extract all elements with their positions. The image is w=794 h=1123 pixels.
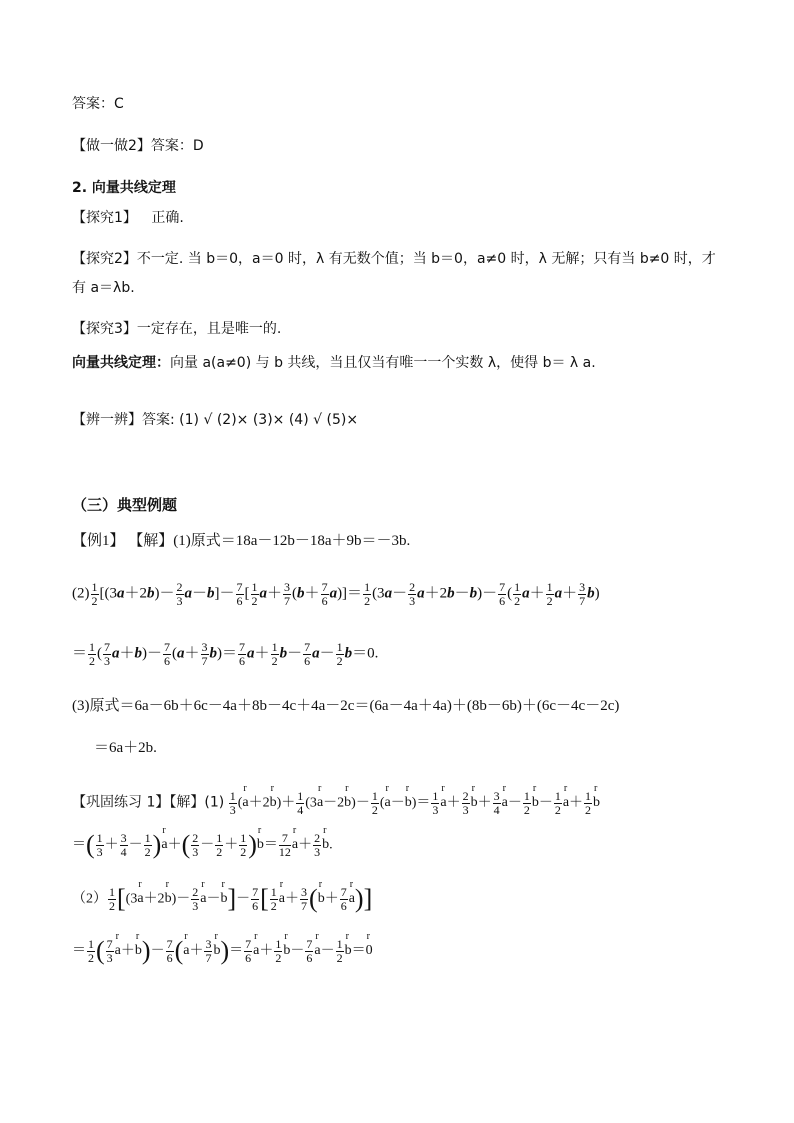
section-heading-collinear: 2. 向量共线定理 xyxy=(72,180,176,196)
example-1-part3-line2: ＝6a＋2b. xyxy=(94,740,157,756)
example-1-part2-line2: ＝ $\frac{1}{2}$ ( $\frac{7}{3}$ a＋b)－ $\frac{7}{6}$ (a＋ $\frac{3}{7}$ b)＝ $\frac{7}{6}$ a＋ $\frac{1}{2}$ b－ $\frac{7}{6}$ a－ $\frac{1}{2}$ b＝0. xyxy=(72,640,379,668)
practice-1-label: 【巩固练习 1】【解】(1) xyxy=(72,794,225,811)
tanjiu-1-label: 【探究1】 xyxy=(72,210,137,226)
tanjiu-2-line2: 有 a＝λb. xyxy=(72,280,135,296)
tanjiu-2-line1: 【探究2】不一定. 当 b＝0，a＝0 时，λ 有无数个值；当 b＝0，a≠0 时，λ 无解；只有当 b≠0 时，才 xyxy=(72,251,716,267)
example-1-part1: 【例1】 【解】(1)原式＝18a－12b－18a＋9b＝－3b. xyxy=(72,533,411,549)
theorem xyxy=(72,356,596,370)
section-heading-examples: （三）典型例题 xyxy=(72,496,178,514)
tanjiu-1 xyxy=(72,211,184,225)
zuo-yi-zuo-2: 【做一做2】答案：D xyxy=(72,138,204,154)
tanjiu-1-text: 正确. xyxy=(151,210,184,226)
practice-1-part2-line1: （2） $\frac{1}{2}$ [(3r a＋2r b)－ $\frac{2}{3}$ r a－r b]－ $\frac{7}{6}$ [ $\frac{1}{2}$ r a＋ $\frac{3}{7}$ (r b＋ $\frac{7}{6}$ r a)] xyxy=(72,886,372,912)
theorem-label: 向量共线定理： xyxy=(72,355,170,371)
theorem-text: 向量 a(a≠0) 与 b 共线，当且仅当有唯一一个实数 λ，使得 b＝ λ a. xyxy=(170,355,596,371)
bian-yi-bian: 【辨一辨】答案: (1) √ (2)× (3)× (4) √ (5)× xyxy=(72,412,359,428)
example-1-part3-line1: (3)原式＝6a－6b＋6c－4a＋8b－4c＋4a－2c＝(6a－4a＋4a)＋(8b－6b)＋(6c－4c－2c) xyxy=(72,698,620,714)
practice-1-line2: ＝( $\frac{1}{3}$ ＋ $\frac{3}{4}$ － $\frac{1}{2}$ )r a＋( $\frac{2}{3}$ － $\frac{1}{2}$ ＋ $\frac{1}{2}$ )r b＝ $\frac{7}{12}$ r a＋ $\frac{2}{3}$ r b. xyxy=(72,832,333,858)
practice-1-line1: 【巩固练习 1】【解】(1) $\frac{1}{3}$ (r a＋2r b)＋ $\frac{1}{4}$ (3r a－2r b)－ $\frac{1}{2}$ (r a－r b)＝ $\frac{1}{3}$ r a＋ $\frac{2}{3}$ r b＋ $\frac{3}{4}$ r a－ $\frac{1}{2}$ r b－ $\frac{1}{2}$ r a＋ $\frac{1}{2}$ r b xyxy=(72,790,600,816)
practice-1-part2-line2: ＝ $\frac{1}{2}$ ( $\frac{7}{3}$ r a＋r b)－ $\frac{7}{6}$ (r a＋ $\frac{3}{7}$ r b)＝ $\frac{7}{6}$ r a＋ $\frac{1}{2}$ r b－ $\frac{7}{6}$ r a－ $\frac{1}{2}$ r b＝r 0 xyxy=(72,938,373,964)
tanjiu-3: 【探究3】一定存在，且是唯一的. xyxy=(72,321,282,337)
example-1-part2-line1: (2) $\frac{1}{2}$ [(3a＋2b)－ $\frac{2}{3}$ a－b]－ $\frac{7}{6}$ [ $\frac{1}{2}$ a＋ $\frac{3}{7}$ (b＋ $\frac{7}{6}$ a)]＝ $\frac{1}{2}$ (3a－ $\frac{2}{3}$ a＋2b－b)－ $\frac{7}{6}$ ( $\frac{1}{2}$ a＋ $\frac{1}{2}$ a＋ $\frac{3}{7}$ b) xyxy=(72,580,600,608)
answer-line: 答案：C xyxy=(72,96,124,112)
